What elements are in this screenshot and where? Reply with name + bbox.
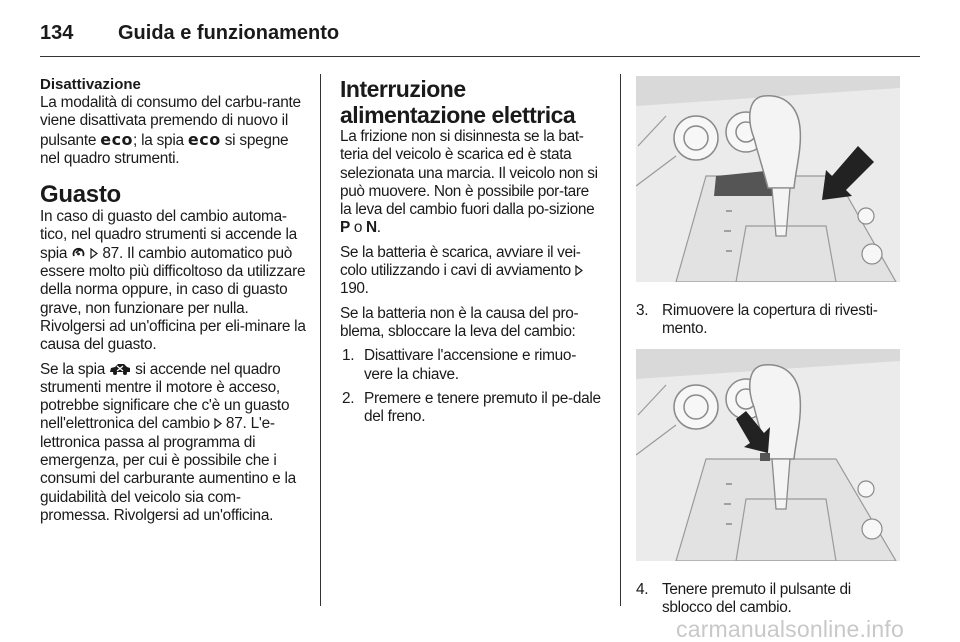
wrench-gear-icon xyxy=(71,245,86,262)
paragraph xyxy=(340,128,604,238)
column-divider xyxy=(620,74,621,606)
watermark: carmanualsonline.info xyxy=(676,616,904,642)
list-item xyxy=(636,581,902,618)
step-number: 3. xyxy=(636,302,649,319)
text: si spegne nel quadro strumenti. xyxy=(40,131,289,167)
eco-button-symbol: eco xyxy=(100,129,134,149)
text: Se la spia xyxy=(40,360,110,378)
step-number: 4. xyxy=(636,580,649,598)
step-number: 2. xyxy=(342,389,355,407)
step-number: 1. xyxy=(342,347,355,365)
text: ; la spia xyxy=(133,131,188,149)
text: . L'e-lettronica passa al programma di emergenza, per cui è possibile che i consumi del carburante aumentino e la guidabilità del veicolo sia com-promessa. Rivolgersi ad un'officina. xyxy=(40,415,296,524)
step-text: Premere e tenere premuto il pe-dale del freno. xyxy=(364,389,601,426)
gear-lever-illustration xyxy=(636,76,900,282)
list-item xyxy=(340,347,604,384)
list-item xyxy=(340,390,604,427)
gear-position-n: N xyxy=(365,219,377,237)
step-text: Rimuovere la copertura di rivesti-mento. xyxy=(662,302,878,338)
paragraph xyxy=(40,208,306,354)
page-ref-arrow-icon xyxy=(214,415,226,432)
list-item xyxy=(636,302,902,339)
page-number: 134 xyxy=(40,22,74,44)
heading-interruzione: Interruzione alimentazione elettrica xyxy=(340,76,576,128)
header-rule xyxy=(40,56,920,57)
text: si accende nel quadro strumenti mentre il motore è acceso, potrebbe significare che c'è un guasto nell'elettronica del cambio xyxy=(40,360,290,433)
steps-list xyxy=(636,581,902,618)
text: La modalità di consumo del carbu-rante viene disattivata premendo di nuovo il pulsante xyxy=(40,94,301,149)
column-2 xyxy=(340,76,604,432)
page-title: Guida e funzionamento xyxy=(118,22,340,44)
text: . xyxy=(376,219,381,237)
page-ref[interactable]: 87 xyxy=(102,244,119,262)
column-1 xyxy=(40,76,306,531)
steps-list xyxy=(636,302,902,339)
text: La frizione non si disinnesta se la bat-teria del veicolo è scarica ed è stata selezionata una marcia. Il veicolo non si può muovere. Non è possibile por-tare la leva del cambio fuori dalla po-sizione xyxy=(340,128,598,219)
paragraph xyxy=(340,244,604,299)
text: . xyxy=(364,280,369,298)
page-ref[interactable]: 190 xyxy=(340,280,365,298)
text: . Il cambio automatico può essere molto più difficoltoso da utilizzare della norma oppure, in caso di guasto grave, non funzionare per nulla. Rivolgersi ad un'officina per eli-minare la causa del guasto. xyxy=(40,244,306,354)
heading-guasto: Guasto xyxy=(40,181,121,209)
page-ref-arrow-icon xyxy=(575,262,583,279)
gear-lever-illustration xyxy=(636,349,900,561)
column-divider xyxy=(320,74,321,606)
step-text: Tenere premuto il pulsante di sblocco del cambio. xyxy=(662,580,851,616)
page-header xyxy=(40,14,920,54)
steps-list xyxy=(340,347,604,426)
paragraph xyxy=(40,94,306,168)
paragraph xyxy=(40,361,306,526)
page-ref-arrow-icon xyxy=(86,245,102,262)
text: o xyxy=(349,219,366,237)
step-text: Disattivare l'accensione e rimuo-vere la chiave. xyxy=(364,347,577,383)
car-warning-icon xyxy=(109,361,131,378)
text: Se la batteria è scarica, avviare il vei-colo utilizzando i cavi di avviamento xyxy=(340,243,581,280)
page-ref[interactable]: 87 xyxy=(225,415,243,433)
subheading-disattivazione: Disattivazione xyxy=(40,76,141,93)
paragraph: Se la batteria non è la causa del pro-blema, sbloccare la leva del cambio: xyxy=(340,304,579,340)
column-3 xyxy=(636,76,902,623)
eco-indicator-symbol: eco xyxy=(187,129,221,149)
gear-position-p: P xyxy=(340,219,350,237)
text: In caso di guasto del cambio automa-tico, nel quadro strumenti si accende la spia xyxy=(40,208,297,262)
